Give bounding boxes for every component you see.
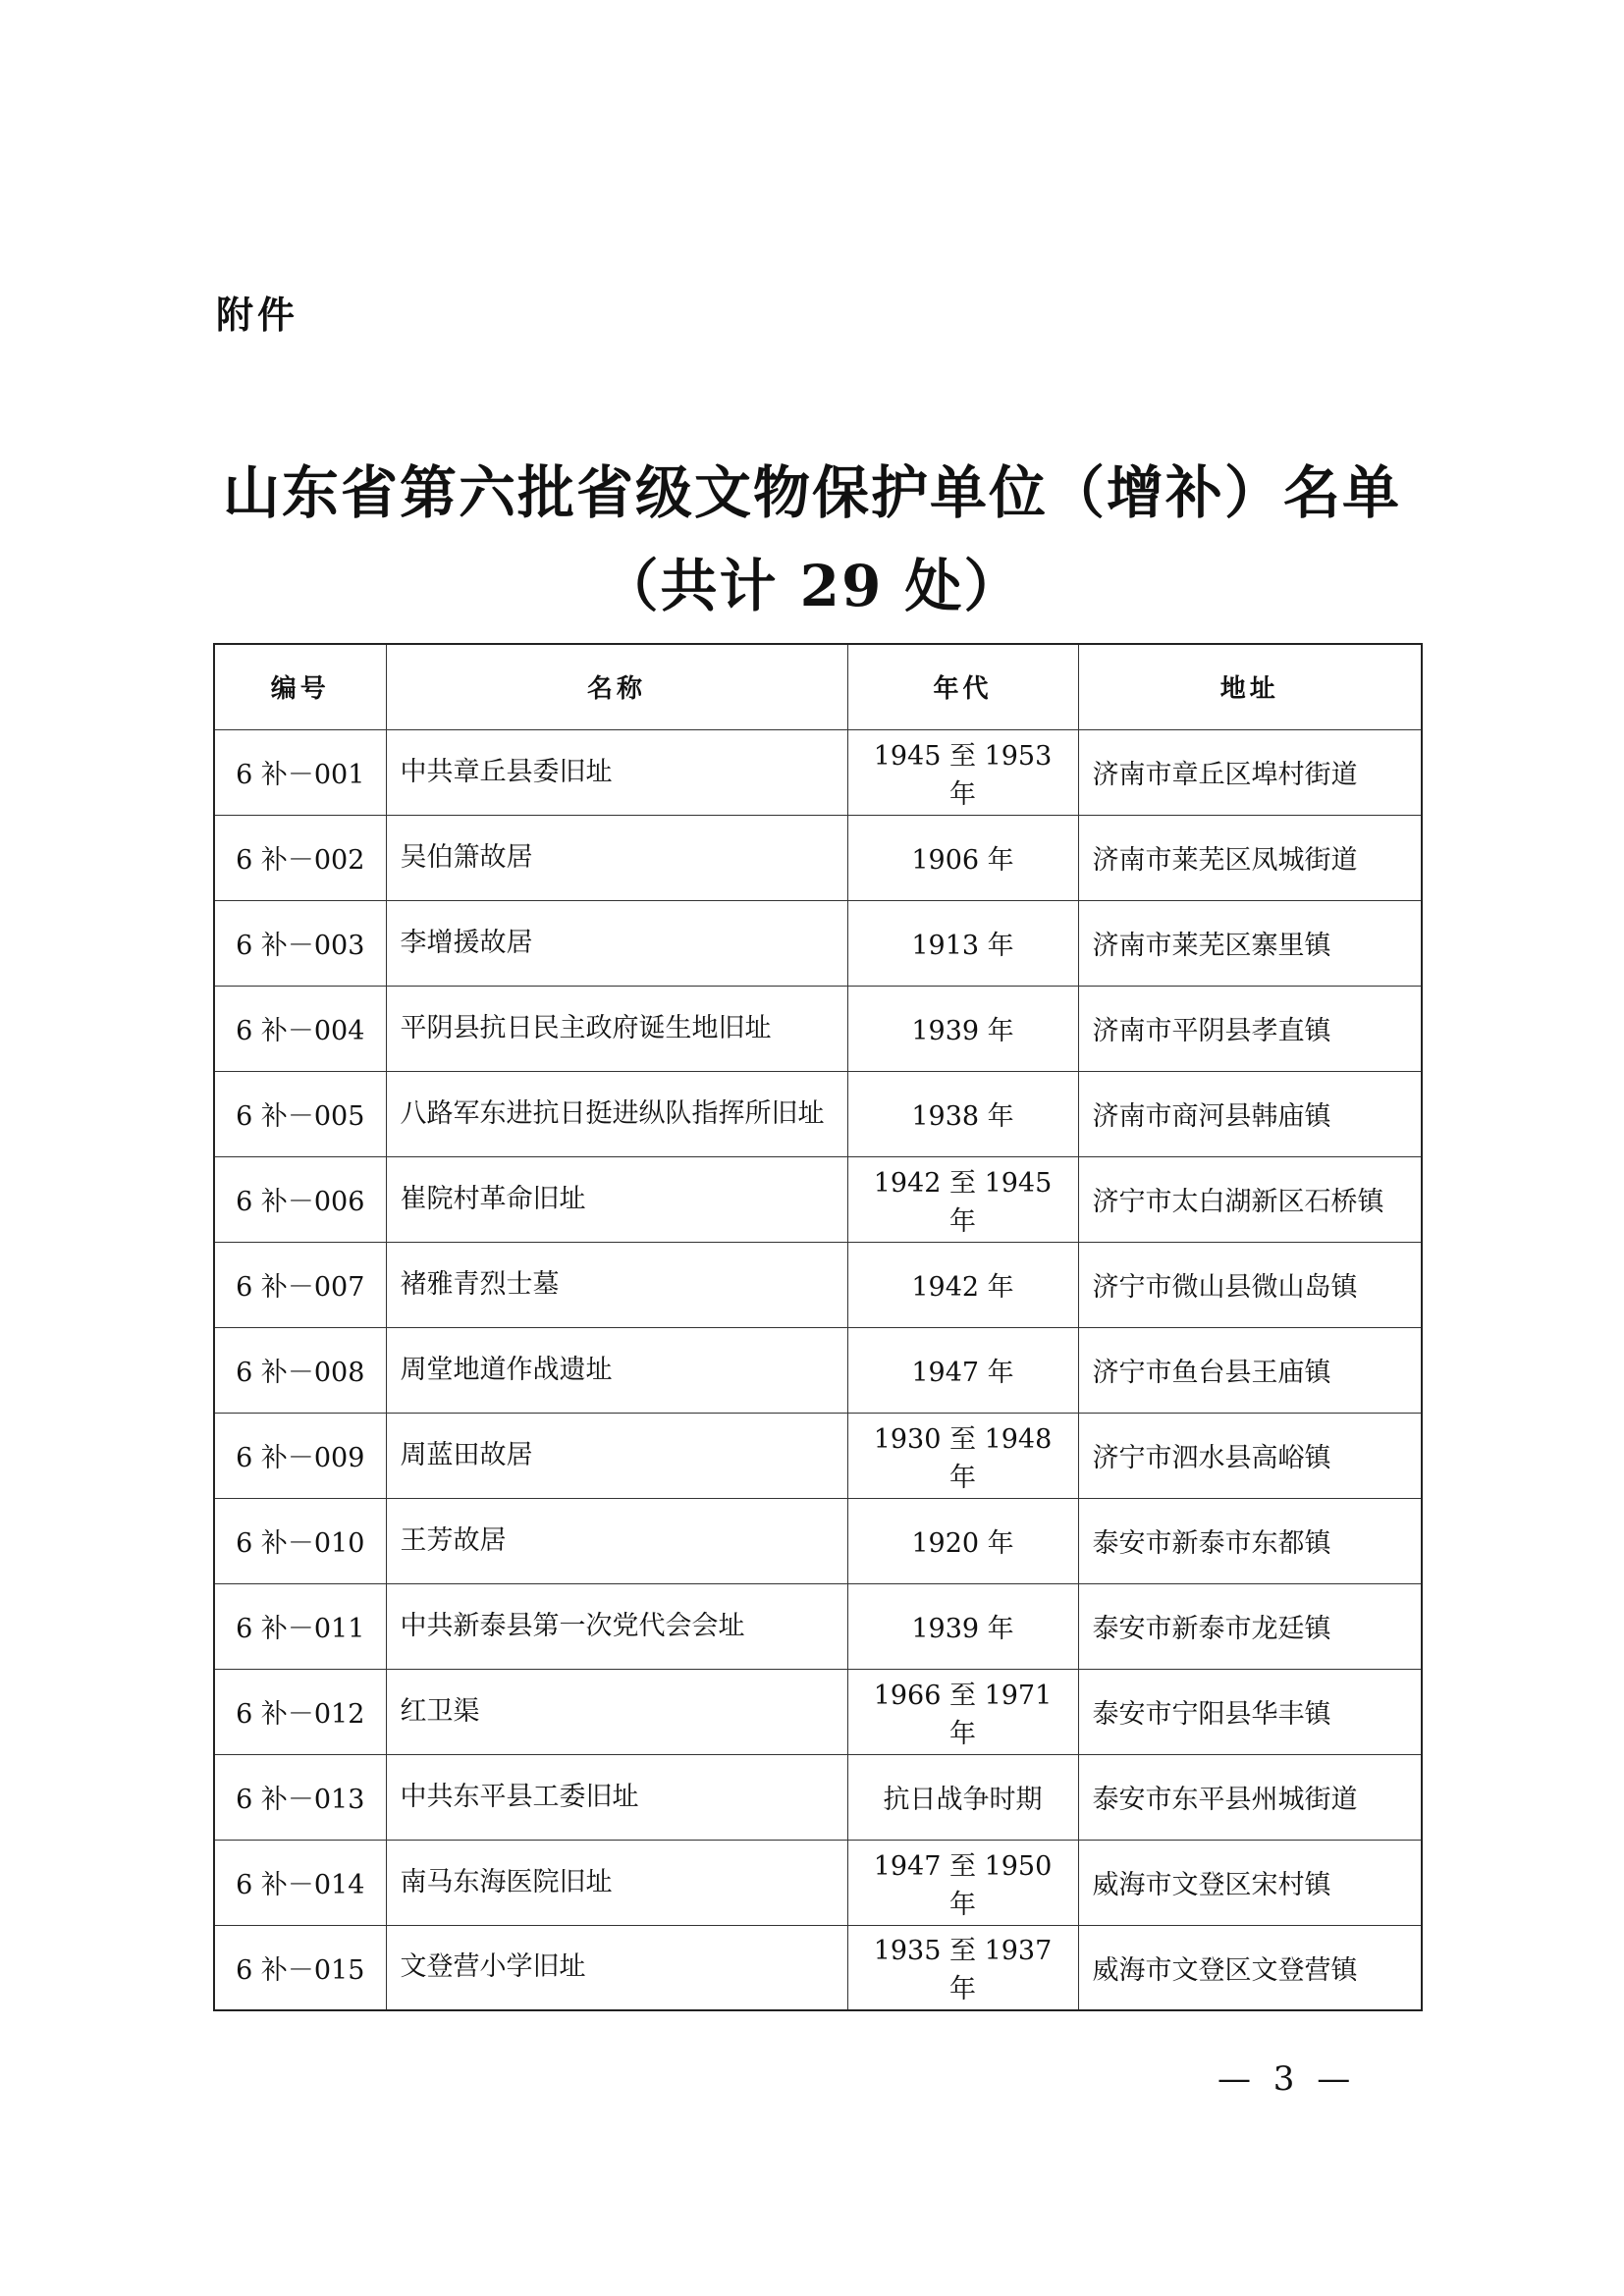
cell-era: 1942 至 1945 年 (847, 1156, 1078, 1242)
cell-code: 6 补－010 (214, 1498, 386, 1583)
cell-name: 周蓝田故居 (386, 1413, 847, 1498)
table-row (214, 1071, 1422, 1156)
cell-address: 济宁市泗水县高峪镇 (1078, 1413, 1422, 1498)
document-subtitle: （共计 29 处） (601, 553, 1023, 619)
cell-code: 6 补－002 (214, 815, 386, 900)
cell-address: 济宁市鱼台县王庙镇 (1078, 1327, 1422, 1413)
cell-code: 6 补－008 (214, 1327, 386, 1413)
cell-era: 抗日战争时期 (847, 1754, 1078, 1840)
cell-code: 6 补－001 (214, 729, 386, 815)
cell-address: 泰安市新泰市东都镇 (1078, 1498, 1422, 1583)
cell-name: 李增援故居 (386, 900, 847, 986)
table-row (214, 1413, 1422, 1498)
cell-era: 1913 年 (847, 900, 1078, 986)
cell-name: 中共新泰县第一次党代会会址 (386, 1583, 847, 1669)
cell-name: 红卫渠 (386, 1669, 847, 1754)
table-row (214, 900, 1422, 986)
cell-address: 威海市文登区文登营镇 (1078, 1925, 1422, 2010)
cell-era: 1938 年 (847, 1071, 1078, 1156)
cell-era: 1939 年 (847, 1583, 1078, 1669)
cell-code: 6 补－003 (214, 900, 386, 986)
heritage-list-table (213, 643, 1423, 2011)
table-row (214, 1583, 1422, 1669)
cell-code: 6 补－015 (214, 1925, 386, 2010)
cell-era: 1930 至 1948 年 (847, 1413, 1078, 1498)
cell-era: 1945 至 1953 年 (847, 729, 1078, 815)
table-row (214, 986, 1422, 1071)
cell-era: 1966 至 1971 年 (847, 1669, 1078, 1754)
header-era: 年代 (847, 644, 1078, 729)
table-row (214, 815, 1422, 900)
header-code: 编号 (214, 644, 386, 729)
cell-code: 6 补－007 (214, 1242, 386, 1327)
cell-name: 吴伯箫故居 (386, 815, 847, 900)
table-header-row (214, 644, 1422, 729)
cell-address: 济宁市微山县微山岛镇 (1078, 1242, 1422, 1327)
table-row (214, 1327, 1422, 1413)
cell-name: 崔院村革命旧址 (386, 1156, 847, 1242)
cell-era: 1906 年 (847, 815, 1078, 900)
table-row (214, 1925, 1422, 2010)
table-row (214, 1242, 1422, 1327)
cell-address: 济南市莱芜区寨里镇 (1078, 900, 1422, 986)
cell-address: 济宁市太白湖新区石桥镇 (1078, 1156, 1422, 1242)
cell-code: 6 补－009 (214, 1413, 386, 1498)
cell-name: 中共章丘县委旧址 (386, 729, 847, 815)
cell-address: 泰安市东平县州城街道 (1078, 1754, 1422, 1840)
cell-code: 6 补－011 (214, 1583, 386, 1669)
cell-code: 6 补－004 (214, 986, 386, 1071)
cell-address: 济南市平阴县孝直镇 (1078, 986, 1422, 1071)
cell-name: 中共东平县工委旧址 (386, 1754, 847, 1840)
document-title: 山东省第六批省级文物保护单位（增补）名单 (222, 459, 1401, 526)
cell-name: 文登营小学旧址 (386, 1925, 847, 2010)
page-number: — 3 — (1218, 2059, 1357, 2099)
cell-era: 1920 年 (847, 1498, 1078, 1583)
cell-code: 6 补－012 (214, 1669, 386, 1754)
cell-code: 6 补－006 (214, 1156, 386, 1242)
header-address: 地址 (1078, 644, 1422, 729)
cell-address: 泰安市新泰市龙廷镇 (1078, 1583, 1422, 1669)
cell-name: 平阴县抗日民主政府诞生地旧址 (386, 986, 847, 1071)
cell-name: 周堂地道作战遗址 (386, 1327, 847, 1413)
cell-name: 褚雅青烈士墓 (386, 1242, 847, 1327)
cell-name: 南马东海医院旧址 (386, 1840, 847, 1925)
cell-era: 1935 至 1937 年 (847, 1925, 1078, 2010)
table-row (214, 1840, 1422, 1925)
cell-code: 6 补－013 (214, 1754, 386, 1840)
cell-code: 6 补－014 (214, 1840, 386, 1925)
table-row (214, 1754, 1422, 1840)
table-row (214, 1156, 1422, 1242)
cell-era: 1942 年 (847, 1242, 1078, 1327)
cell-address: 威海市文登区宋村镇 (1078, 1840, 1422, 1925)
attachment-label: 附件 (216, 294, 299, 337)
cell-name: 八路军东进抗日挺进纵队指挥所旧址 (386, 1071, 847, 1156)
table-row (214, 1669, 1422, 1754)
table-row (214, 729, 1422, 815)
cell-era: 1947 年 (847, 1327, 1078, 1413)
cell-era: 1939 年 (847, 986, 1078, 1071)
cell-address: 济南市商河县韩庙镇 (1078, 1071, 1422, 1156)
cell-name: 王芳故居 (386, 1498, 847, 1583)
cell-code: 6 补－005 (214, 1071, 386, 1156)
table-row (214, 1498, 1422, 1583)
cell-address: 济南市章丘区埠村街道 (1078, 729, 1422, 815)
cell-era: 1947 至 1950 年 (847, 1840, 1078, 1925)
cell-address: 济南市莱芜区凤城街道 (1078, 815, 1422, 900)
cell-address: 泰安市宁阳县华丰镇 (1078, 1669, 1422, 1754)
header-name: 名称 (386, 644, 847, 729)
